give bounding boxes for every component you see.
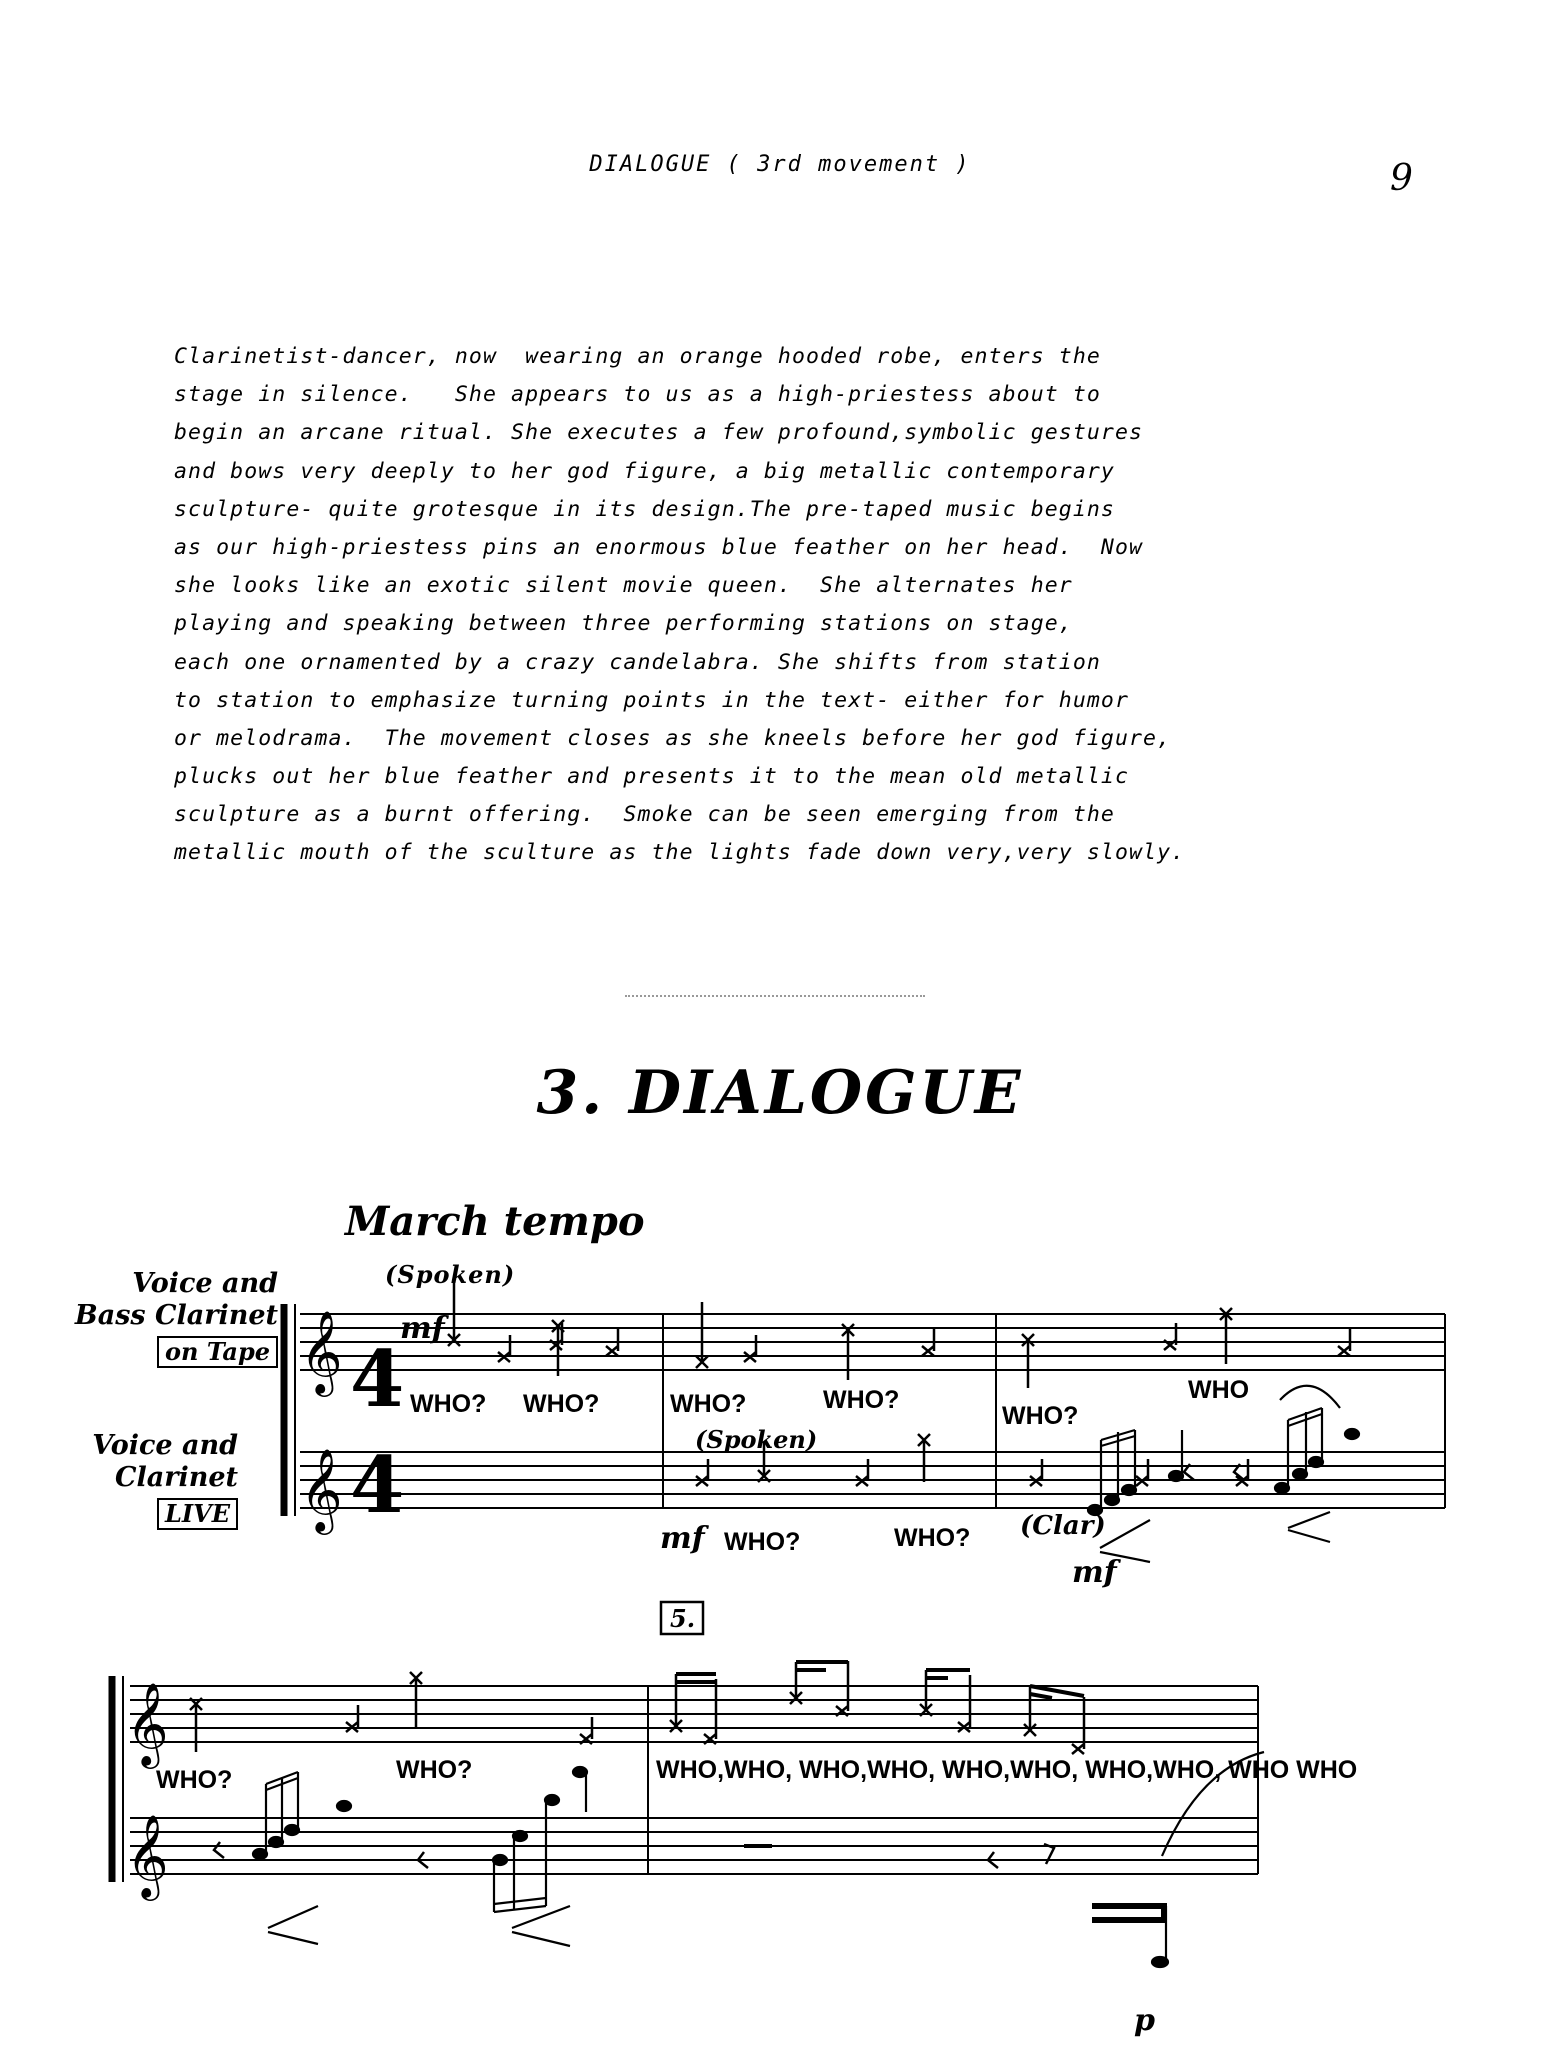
staff-bottom-system2 (130, 1818, 1258, 1874)
lyric: WHO? (156, 1766, 233, 1794)
prose-line: Clarinetist-dancer, now wearing an orange hooded robe, enters the (174, 344, 1101, 369)
prose-line: each one ornamented by a crazy candelabra. She shifts from station (174, 649, 1101, 675)
prose-line: to station to emphasize turning points in the text- either for humor (174, 687, 1129, 713)
lyric: WHO? (410, 1390, 487, 1418)
clarinet-label: (Clar) (1020, 1511, 1106, 1541)
part-label-tape-line1: Voice and (132, 1268, 278, 1299)
treble-clef-icon (126, 1813, 169, 1901)
lyric: WHO (1188, 1376, 1250, 1404)
rehearsal-mark (661, 1602, 703, 1634)
tempo-marking: March tempo (345, 1198, 645, 1245)
rehearsal-mark-label: 5. (670, 1604, 696, 1633)
prose-line: and bows very deeply to her god figure, a big metallic contemporary (174, 458, 1115, 484)
dynamic-mf: mf (1072, 1555, 1117, 1590)
movement-title: 3. DIALOGUE (536, 1058, 1024, 1128)
part-label-tape-line2: Bass Clarinet (74, 1300, 278, 1331)
treble-clef-icon (300, 1309, 343, 1397)
x-noteheads-system1-top (448, 1280, 1350, 1388)
time-signature-top: 4 (350, 1334, 405, 1425)
staff-top-system1 (300, 1314, 1445, 1370)
lyric: WHO? (396, 1756, 473, 1784)
prose-line: metallic mouth of the sculture as the lights fade down very,very slowly. (174, 840, 1186, 866)
treble-clef-icon (126, 1681, 169, 1769)
clarinet-figures-system1 (1088, 1386, 1359, 1562)
prose-line: she looks like an exotic silent movie queen. She alternates her (174, 573, 1073, 599)
prose-line: as our high-priestess pins an enormous blue feather on her head. Now (174, 534, 1144, 560)
prose-line: sculpture- quite grotesque in its design.The pre-taped music begins (174, 496, 1115, 522)
lyric: WHO? (523, 1390, 600, 1418)
staff-bottom-system1 (300, 1452, 1445, 1508)
lyric: WHO? (724, 1528, 801, 1556)
time-signature-bottom: 4 (350, 1440, 405, 1531)
staff-top-system2 (130, 1686, 1258, 1742)
lyrics-system2 (156, 1756, 1357, 1794)
lyric: WHO? (823, 1386, 900, 1414)
page-number: 9 (1390, 158, 1413, 199)
svg-text:𝄞: 𝄞 (126, 1813, 169, 1897)
prose-line: or melodrama. The movement closes as she kneels before her god figure, (174, 725, 1172, 751)
lyric: WHO? (670, 1390, 747, 1418)
lyric: WHO? (894, 1524, 971, 1552)
x-noteheads-system2 (190, 1661, 1084, 1754)
spoken-indication-top: (Spoken) (385, 1260, 516, 1289)
page-header-title: DIALOGUE ( 3rd movement ) (589, 152, 971, 177)
prose-line: stage in silence. She appears to us as a high-priestess about to (174, 382, 1101, 408)
spoken-indication-bottom: (Spoken) (695, 1425, 818, 1454)
prose-line: sculpture as a burnt offering. Smoke can be seen emerging from the (174, 802, 1115, 828)
lyric: WHO? (1002, 1402, 1079, 1430)
svg-text:𝄞: 𝄞 (300, 1309, 343, 1393)
svg-text:𝄞: 𝄞 (126, 1681, 169, 1765)
part-label-live-box: LIVE (157, 1498, 238, 1530)
dynamic-mf: mf (660, 1521, 705, 1556)
prose-line: begin an arcane ritual. She executes a few profound,symbolic gestures (174, 420, 1144, 446)
dynamic-p: p (1134, 2003, 1155, 2038)
prose-line: plucks out her blue feather and presents it to the mean old metallic (174, 764, 1129, 790)
dynamic-mf: mf (400, 1311, 445, 1346)
treble-clef-icon (300, 1447, 343, 1535)
part-label-live-line2: Clarinet (114, 1462, 238, 1493)
part-label-live-line1: Voice and (92, 1430, 238, 1461)
svg-text:𝄞: 𝄞 (300, 1447, 343, 1531)
prose-line: playing and speaking between three performing stations on stage, (174, 611, 1073, 637)
part-label-tape-box: on Tape (157, 1336, 278, 1368)
lyric: WHO,WHO, WHO,WHO, WHO,WHO, WHO,WHO, WHO WHO (656, 1756, 1358, 1784)
